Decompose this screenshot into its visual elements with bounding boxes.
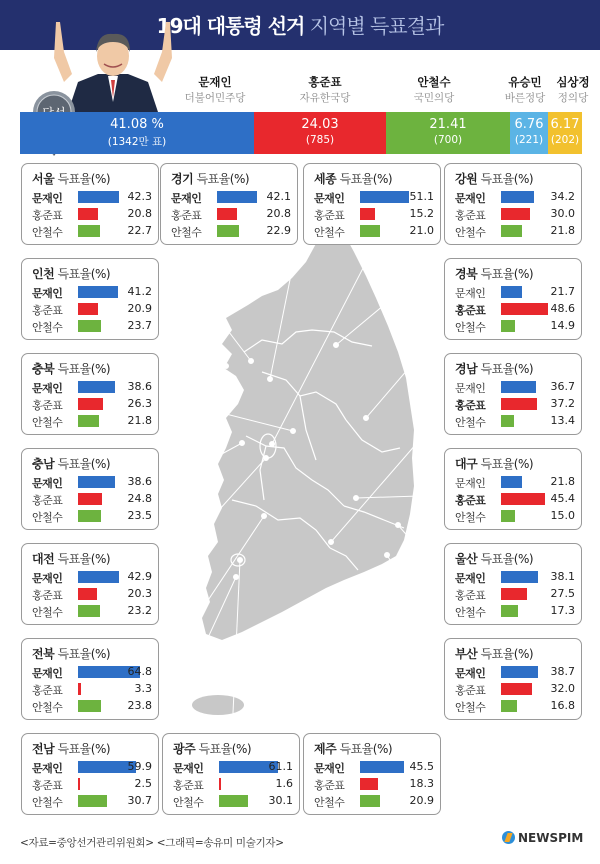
region-card <box>303 163 441 245</box>
vote-share-bar <box>501 605 518 617</box>
vote-share-label: 38.6 <box>127 380 152 393</box>
region-title-suffix: 득표율(%) <box>54 362 111 376</box>
vote-share-label: 45.4 <box>550 492 575 505</box>
vote-share-label: 16.8 <box>550 699 575 712</box>
candidate-name: 문재인 <box>32 762 63 775</box>
region-row <box>455 508 579 524</box>
vote-share-bar <box>501 683 532 695</box>
candidate-name: 홍준표 <box>32 209 63 222</box>
vote-share-label: 20.8 <box>266 207 291 220</box>
candidate-name: 홍준표 <box>32 684 63 697</box>
region-name: 울산 <box>455 552 478 566</box>
region-card-title <box>32 265 110 282</box>
region-card <box>21 258 159 340</box>
national-name-2: 안철수 <box>417 75 451 89</box>
vote-share-bar <box>78 683 81 695</box>
region-card-title <box>455 170 533 187</box>
region-row <box>314 206 438 222</box>
candidate-name: 안철수 <box>455 701 486 714</box>
vote-share-label: 23.7 <box>127 319 152 332</box>
candidate-name: 안철수 <box>455 416 486 429</box>
vote-share-label: 41.2 <box>127 285 152 298</box>
region-name: 인천 <box>32 267 55 281</box>
region-card-title <box>32 645 110 662</box>
national-party-1: 자유한국당 <box>299 92 351 104</box>
vote-share-bar <box>501 588 527 600</box>
region-name: 경남 <box>455 362 478 376</box>
region-title-suffix: 득표율(%) <box>477 267 534 281</box>
candidate-name: 홍준표 <box>32 399 63 412</box>
vote-share-bar <box>78 398 103 410</box>
vote-share-label: 38.6 <box>127 475 152 488</box>
candidate-name: 문재인 <box>314 192 345 205</box>
region-row <box>171 206 295 222</box>
candidate-name: 문재인 <box>32 382 63 395</box>
region-row <box>314 223 438 239</box>
vote-share-bar <box>501 398 537 410</box>
region-row <box>171 189 295 205</box>
title-bold: 19대 대통령 선거 <box>156 14 305 38</box>
candidate-name: 안철수 <box>32 606 63 619</box>
national-name-3: 유승민 <box>508 75 542 89</box>
region-card-title <box>455 265 533 282</box>
vote-share-bar <box>501 510 515 522</box>
national-party-0: 더불어민주당 <box>184 92 246 104</box>
candidate-name: 안철수 <box>455 606 486 619</box>
region-row <box>32 284 156 300</box>
candidate-name: 안철수 <box>32 796 63 809</box>
region-card-title <box>455 550 533 567</box>
vote-share-label: 64.8 <box>127 665 152 678</box>
region-card <box>21 163 159 245</box>
candidate-name: 안철수 <box>32 226 63 239</box>
national-pct-2: 21.41 <box>429 117 467 132</box>
region-title-suffix: 득표율(%) <box>336 742 393 756</box>
national-name-4: 심상정 <box>556 75 590 89</box>
region-card <box>303 733 441 815</box>
region-name: 광주 <box>173 742 196 756</box>
region-row <box>32 569 156 585</box>
region-row <box>32 474 156 490</box>
vote-share-label: 20.9 <box>409 794 434 807</box>
vote-share-bar <box>217 191 257 203</box>
region-row <box>32 491 156 507</box>
candidate-name: 홍준표 <box>455 684 486 697</box>
vote-share-label: 21.0 <box>409 224 434 237</box>
vote-share-label: 20.3 <box>127 587 152 600</box>
region-card <box>444 448 582 530</box>
region-title-suffix: 득표율(%) <box>195 742 252 756</box>
region-title-suffix: 득표율(%) <box>477 552 534 566</box>
vote-share-bar <box>501 493 545 505</box>
national-votes-0: (1342만 표) <box>107 136 167 148</box>
candidate-name: 홍준표 <box>455 494 486 507</box>
vote-share-bar <box>78 191 119 203</box>
region-row <box>32 586 156 602</box>
candidate-name: 문재인 <box>455 382 486 395</box>
vote-share-label: 3.3 <box>134 682 152 695</box>
vote-share-label: 42.9 <box>127 570 152 583</box>
region-row <box>455 396 579 412</box>
candidate-name: 문재인 <box>455 287 486 300</box>
candidate-name: 홍준표 <box>455 209 486 222</box>
vote-share-label: 30.1 <box>268 794 293 807</box>
region-card <box>444 163 582 245</box>
vote-share-bar <box>78 476 115 488</box>
region-title-suffix: 득표율(%) <box>54 457 111 471</box>
region-row <box>32 396 156 412</box>
region-row <box>32 206 156 222</box>
vote-share-bar <box>219 778 221 790</box>
vote-share-label: 36.7 <box>550 380 575 393</box>
region-name: 세종 <box>314 172 337 186</box>
vote-share-bar <box>219 795 248 807</box>
vote-share-label: 61.1 <box>268 760 293 773</box>
region-row <box>455 379 579 395</box>
region-card-title <box>32 360 110 377</box>
national-votes-2: (700) <box>433 134 463 146</box>
candidate-name: 홍준표 <box>171 209 202 222</box>
vote-share-bar <box>78 303 98 315</box>
vote-share-label: 38.7 <box>550 665 575 678</box>
region-row <box>32 776 156 792</box>
candidate-name: 홍준표 <box>32 779 63 792</box>
region-name: 대전 <box>32 552 55 566</box>
region-name: 전남 <box>32 742 55 756</box>
region-card <box>444 353 582 435</box>
candidate-name: 홍준표 <box>32 589 63 602</box>
region-card <box>21 448 159 530</box>
vote-share-label: 20.8 <box>127 207 152 220</box>
region-title-suffix: 득표율(%) <box>477 457 534 471</box>
vote-share-label: 30.7 <box>127 794 152 807</box>
region-title-suffix: 득표율(%) <box>336 172 393 186</box>
vote-share-label: 48.6 <box>550 302 575 315</box>
region-row <box>173 776 297 792</box>
region-card-title <box>173 740 251 757</box>
national-name-1: 홍준표 <box>308 75 342 89</box>
vote-share-label: 42.1 <box>266 190 291 203</box>
region-title-suffix: 득표율(%) <box>54 742 111 756</box>
region-row <box>32 759 156 775</box>
vote-share-bar <box>360 795 380 807</box>
region-card-title <box>455 455 533 472</box>
candidate-name: 안철수 <box>32 416 63 429</box>
vote-share-label: 17.3 <box>550 604 575 617</box>
region-card <box>21 543 159 625</box>
region-card-title <box>32 550 110 567</box>
region-card-title <box>32 455 110 472</box>
newspim-logo-icon <box>502 831 515 844</box>
region-row <box>455 474 579 490</box>
vote-share-bar <box>78 493 102 505</box>
region-row <box>455 603 579 619</box>
region-title-suffix: 득표율(%) <box>477 362 534 376</box>
vote-share-label: 21.7 <box>550 285 575 298</box>
candidate-name: 문재인 <box>173 762 204 775</box>
vote-share-label: 22.7 <box>127 224 152 237</box>
candidate-name: 홍준표 <box>314 779 345 792</box>
region-row <box>32 508 156 524</box>
candidate-name: 안철수 <box>173 796 204 809</box>
region-row <box>314 776 438 792</box>
candidate-name: 안철수 <box>171 226 202 239</box>
vote-share-label: 13.4 <box>550 414 575 427</box>
vote-share-bar <box>78 571 119 583</box>
region-row <box>455 206 579 222</box>
region-card <box>162 733 300 815</box>
region-row <box>32 698 156 714</box>
region-name: 경북 <box>455 267 478 281</box>
vote-share-label: 2.5 <box>134 777 152 790</box>
vote-share-bar <box>360 778 378 790</box>
candidate-name: 문재인 <box>171 192 202 205</box>
vote-share-bar <box>360 191 409 203</box>
region-row <box>32 379 156 395</box>
national-pct-3: 6.76 <box>514 117 544 132</box>
vote-share-label: 20.9 <box>127 302 152 315</box>
vote-share-bar <box>360 225 380 237</box>
region-row <box>32 189 156 205</box>
candidate-name: 안철수 <box>314 226 345 239</box>
vote-share-label: 51.1 <box>409 190 434 203</box>
vote-share-bar <box>78 381 115 393</box>
candidate-name: 안철수 <box>32 321 63 334</box>
region-card-title <box>455 645 533 662</box>
region-name: 대구 <box>455 457 478 471</box>
vote-share-bar <box>78 286 118 298</box>
vote-share-bar <box>217 208 237 220</box>
region-card <box>444 543 582 625</box>
region-row <box>455 698 579 714</box>
region-row <box>32 301 156 317</box>
candidate-name: 안철수 <box>455 321 486 334</box>
source-credit: <자료=중앙선거관리위원회> <그래픽=송유미 미술기자> <box>20 837 284 849</box>
vote-share-bar <box>360 208 375 220</box>
vote-share-label: 23.5 <box>127 509 152 522</box>
vote-share-bar <box>501 320 515 332</box>
national-votes-3: (221) <box>514 134 544 146</box>
region-row <box>455 569 579 585</box>
candidate-name: 문재인 <box>32 572 63 585</box>
vote-share-label: 14.9 <box>550 319 575 332</box>
region-name: 충남 <box>32 457 55 471</box>
national-pct-4: 6.17 <box>550 117 580 132</box>
candidate-name: 홍준표 <box>173 779 204 792</box>
candidate-name: 문재인 <box>32 287 63 300</box>
national-votes-1: (785) <box>305 134 335 146</box>
candidate-name: 문재인 <box>32 667 63 680</box>
vote-share-label: 21.8 <box>550 224 575 237</box>
region-card <box>21 638 159 720</box>
vote-share-label: 37.2 <box>550 397 575 410</box>
candidate-name: 홍준표 <box>455 399 486 412</box>
vote-share-bar <box>78 320 101 332</box>
vote-share-label: 34.2 <box>550 190 575 203</box>
national-votes-4: (202) <box>550 134 580 146</box>
region-row <box>455 586 579 602</box>
vote-share-label: 24.8 <box>127 492 152 505</box>
region-row <box>455 301 579 317</box>
region-card <box>444 638 582 720</box>
region-row <box>455 664 579 680</box>
vote-share-bar <box>78 208 98 220</box>
vote-share-label: 45.5 <box>409 760 434 773</box>
vote-share-bar <box>501 303 548 315</box>
vote-share-label: 1.6 <box>275 777 293 790</box>
vote-share-bar <box>78 415 99 427</box>
region-row <box>314 189 438 205</box>
national-pct-0: 41.08 % <box>110 117 164 132</box>
vote-share-label: 18.3 <box>409 777 434 790</box>
region-title-suffix: 득표율(%) <box>477 647 534 661</box>
region-row <box>32 603 156 619</box>
candidate-name: 홍준표 <box>455 589 486 602</box>
newspim-logo <box>502 831 583 845</box>
candidate-name: 홍준표 <box>32 304 63 317</box>
region-row <box>32 413 156 429</box>
region-row <box>32 223 156 239</box>
candidate-name: 문재인 <box>455 477 486 490</box>
logo-text: NEWSPIM <box>518 831 584 845</box>
region-card-title <box>32 170 110 187</box>
vote-share-label: 21.8 <box>127 414 152 427</box>
region-row <box>455 189 579 205</box>
region-row <box>171 223 295 239</box>
vote-share-bar <box>501 476 522 488</box>
national-party-4: 정의당 <box>557 92 589 104</box>
region-row <box>32 793 156 809</box>
candidate-name: 홍준표 <box>32 494 63 507</box>
national-party-2: 국민의당 <box>413 92 455 104</box>
region-row <box>455 223 579 239</box>
vote-share-bar <box>501 286 522 298</box>
vote-share-bar <box>360 761 404 773</box>
candidate-name: 홍준표 <box>314 209 345 222</box>
vote-share-label: 23.2 <box>127 604 152 617</box>
vote-share-bar <box>78 588 97 600</box>
jeju-shape <box>192 695 244 715</box>
region-name: 전북 <box>32 647 55 661</box>
candidate-name: 안철수 <box>455 511 486 524</box>
region-row <box>455 681 579 697</box>
region-card <box>21 733 159 815</box>
title-light: 지역별 득표결과 <box>309 14 444 38</box>
region-row <box>173 793 297 809</box>
vote-share-bar <box>78 700 101 712</box>
region-name: 제주 <box>314 742 337 756</box>
region-row <box>173 759 297 775</box>
vote-share-bar <box>78 795 107 807</box>
region-row <box>455 413 579 429</box>
vote-share-label: 59.9 <box>127 760 152 773</box>
vote-share-label: 22.9 <box>266 224 291 237</box>
vote-share-label: 30.0 <box>550 207 575 220</box>
vote-share-bar <box>78 225 100 237</box>
region-title-suffix: 득표율(%) <box>54 552 111 566</box>
candidate-name: 문재인 <box>32 477 63 490</box>
candidate-name: 안철수 <box>32 511 63 524</box>
region-row <box>455 491 579 507</box>
candidate-name: 문재인 <box>455 192 486 205</box>
vote-share-bar <box>78 778 80 790</box>
region-row <box>32 664 156 680</box>
candidate-name: 안철수 <box>314 796 345 809</box>
region-title-suffix: 득표율(%) <box>54 172 111 186</box>
vote-share-label: 32.0 <box>550 682 575 695</box>
vote-share-bar <box>501 381 536 393</box>
vote-share-label: 26.3 <box>127 397 152 410</box>
vote-share-bar <box>78 605 100 617</box>
vote-share-label: 27.5 <box>550 587 575 600</box>
region-row <box>314 793 438 809</box>
vote-share-bar <box>501 666 538 678</box>
national-pct-1: 24.03 <box>301 117 339 132</box>
region-name: 서울 <box>32 172 55 186</box>
region-title-suffix: 득표율(%) <box>477 172 534 186</box>
vote-share-bar <box>217 225 239 237</box>
region-name: 부산 <box>455 647 478 661</box>
vote-share-bar <box>78 510 101 522</box>
vote-share-bar <box>501 571 538 583</box>
vote-share-bar <box>501 415 514 427</box>
region-card <box>444 258 582 340</box>
vote-share-bar <box>501 208 530 220</box>
vote-share-label: 21.8 <box>550 475 575 488</box>
region-row <box>314 759 438 775</box>
region-title-suffix: 득표율(%) <box>193 172 250 186</box>
region-row <box>455 318 579 334</box>
region-card-title <box>314 170 392 187</box>
candidate-name: 안철수 <box>455 226 486 239</box>
region-title-suffix: 득표율(%) <box>54 647 111 661</box>
national-party-3: 바른정당 <box>504 92 546 104</box>
region-card-title <box>314 740 392 757</box>
region-row <box>32 681 156 697</box>
vote-share-label: 15.0 <box>550 509 575 522</box>
region-name: 강원 <box>455 172 478 186</box>
region-card <box>160 163 298 245</box>
vote-share-bar <box>501 225 522 237</box>
candidate-name: 문재인 <box>455 572 486 585</box>
region-name: 경기 <box>171 172 194 186</box>
candidate-name: 문재인 <box>32 192 63 205</box>
region-name: 충북 <box>32 362 55 376</box>
region-row <box>455 284 579 300</box>
vote-share-bar <box>501 700 517 712</box>
region-card-title <box>171 170 249 187</box>
region-title-suffix: 득표율(%) <box>54 267 111 281</box>
region-card-title <box>32 740 110 757</box>
vote-share-label: 15.2 <box>409 207 434 220</box>
vote-share-label: 42.3 <box>127 190 152 203</box>
region-card <box>21 353 159 435</box>
candidate-name: 홍준표 <box>455 304 486 317</box>
national-name-0: 문재인 <box>198 75 232 89</box>
candidate-name: 문재인 <box>455 667 486 680</box>
region-row <box>32 318 156 334</box>
region-card-title <box>455 360 533 377</box>
candidate-name: 안철수 <box>32 701 63 714</box>
vote-share-label: 23.8 <box>127 699 152 712</box>
candidate-name: 문재인 <box>314 762 345 775</box>
vote-share-label: 38.1 <box>550 570 575 583</box>
vote-share-bar <box>501 191 534 203</box>
